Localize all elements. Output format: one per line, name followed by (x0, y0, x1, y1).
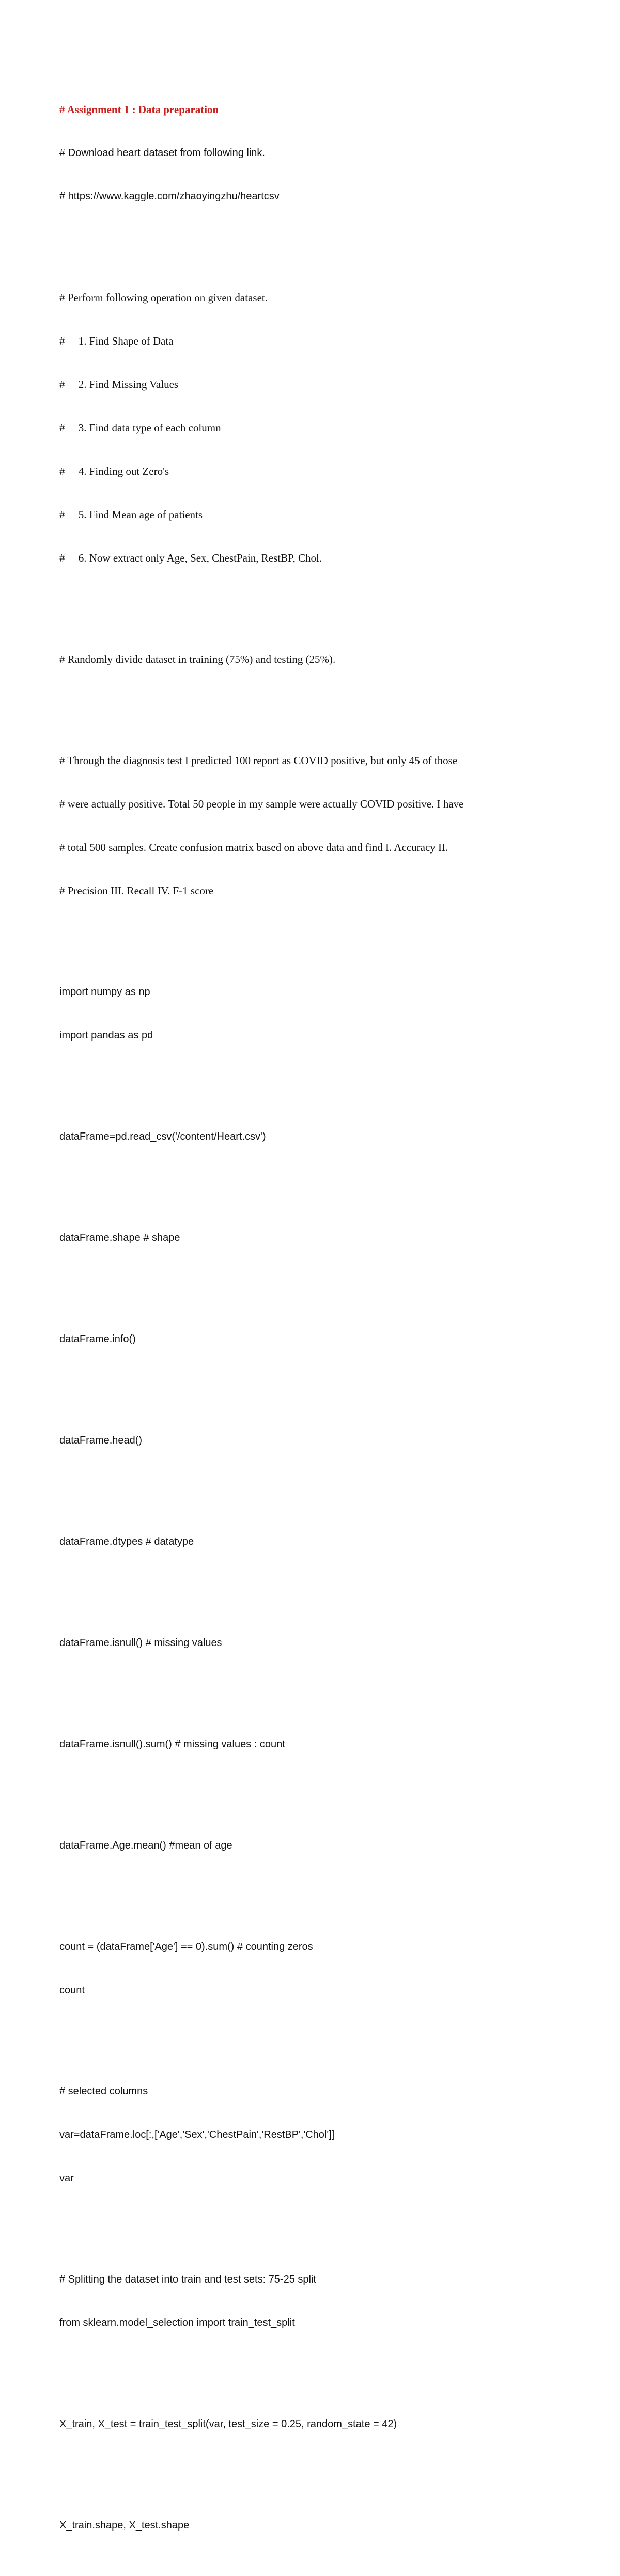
spacer (59, 1173, 576, 1187)
covid-note-line: # Through the diagnosis test I predicted 100 report as COVID positive, but only 45 of those (59, 754, 458, 767)
operation-item: # 4. Finding out Zero's (59, 465, 169, 477)
covid-note-line: # total 500 samples. Create confusion matrix based on above data and find I. Accuracy II. (59, 841, 448, 854)
code-import-numpy: import numpy as np (59, 986, 150, 998)
spacer (59, 1780, 576, 1795)
code-import-pandas: import pandas as pd (59, 1030, 153, 1041)
download-comment: # Download heart dataset from following link. (59, 147, 265, 159)
spacer (59, 2359, 576, 2373)
code-info: dataFrame.info() (59, 1333, 136, 1345)
code-var: var (59, 2172, 74, 2184)
spacer (59, 1578, 576, 1592)
split-note: # Randomly divide dataset in training (75%) and testing (25%). (59, 653, 336, 665)
code-count: count (59, 1984, 85, 1996)
code-count-zeros: count = (dataFrame['Age'] == 0).sum() # counting zeros (59, 1941, 313, 1952)
spacer (59, 1274, 576, 1289)
covid-note-line: # Precision III. Recall IV. F-1 score (59, 884, 214, 897)
spacer (59, 594, 576, 609)
operations-intro: # Perform following operation on given dataset. (59, 291, 268, 304)
spacer (59, 1375, 576, 1390)
operation-item: # 2. Find Missing Values (59, 378, 179, 391)
operation-item: # 1. Find Shape of Data (59, 335, 174, 347)
document-body (59, 59, 576, 2576)
code-split-call: X_train, X_test = train_test_split(var, test_size = 0.25, random_state = 42) (59, 2418, 397, 2430)
code-split-comment: # Splitting the dataset into train and test sets: 75-25 split (59, 2274, 316, 2285)
code-isnull-sum: dataFrame.isnull().sum() # missing values : count (59, 1739, 285, 1750)
code-shapes: X_train.shape, X_test.shape (59, 2520, 190, 2531)
spacer (59, 232, 576, 247)
spacer (59, 2214, 576, 2229)
code-mean-age: dataFrame.Age.mean() #mean of age (59, 1840, 233, 1851)
dataset-link-comment: # https://www.kaggle.com/zhaoyingzhu/heartcsv (59, 191, 280, 202)
operation-item: # 3. Find data type of each column (59, 422, 221, 434)
operation-item: # 6. Now extract only Age, Sex, ChestPain, RestBP, Chol. (59, 552, 322, 564)
code-dtypes: dataFrame.dtypes # datatype (59, 1536, 194, 1547)
spacer (59, 2026, 576, 2041)
spacer (59, 1477, 576, 1491)
spacer (59, 695, 576, 710)
code-head: dataFrame.head() (59, 1435, 143, 1446)
operation-item: # 5. Find Mean age of patients (59, 508, 203, 521)
spacer (59, 1072, 576, 1086)
spacer (59, 1882, 576, 1896)
covid-note-line: # were actually positive. Total 50 people in my sample were actually COVID positive. I have (59, 798, 464, 810)
spacer (59, 927, 576, 941)
code-selected-comment: # selected columns (59, 2086, 148, 2097)
code-import-split: from sklearn.model_selection import train_test_split (59, 2317, 295, 2329)
code-isnull: dataFrame.isnull() # missing values (59, 1637, 222, 1649)
code-read-csv: dataFrame=pd.read_csv('/content/Heart.csv') (59, 1131, 266, 1142)
spacer (59, 2460, 576, 2475)
code-var-loc: var=dataFrame.loc[:,['Age','Sex','ChestPain','RestBP','Chol']] (59, 2129, 335, 2140)
code-shape: dataFrame.shape # shape (59, 1232, 180, 1244)
spacer (59, 1679, 576, 1694)
assignment-title: # Assignment 1 : Data preparation (59, 103, 219, 116)
